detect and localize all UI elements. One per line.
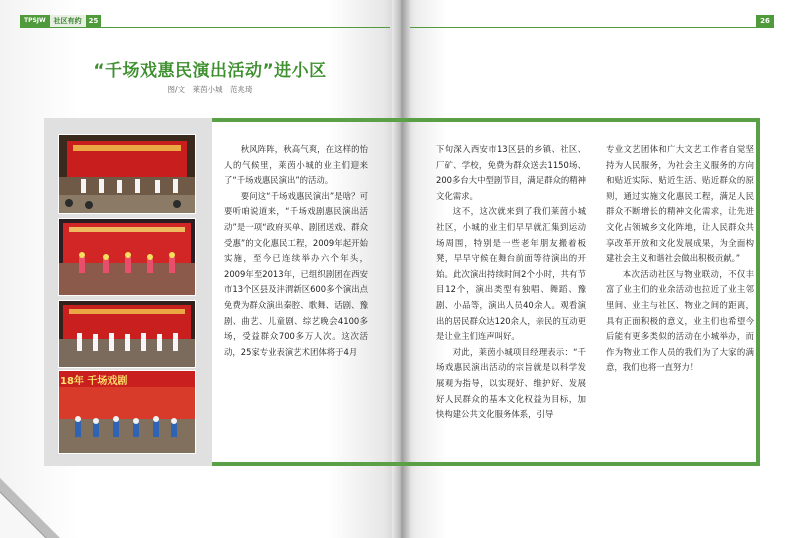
paragraph: 本次活动社区与物业联动，不仅丰富了业主们的业余活动也拉近了业主邻里间、业主与社区、物业之间的距离，具有正面积极的意义，业主们也希望今后能有更多类似的活动在小城举办，而作为物业工作人员的我们为了大家的满意，我们也将一直努力！ (606, 268, 754, 373)
right-header-rule (410, 27, 774, 28)
left-page-number: 25 (86, 15, 102, 27)
left-page-header (20, 15, 101, 27)
photo-banner-text: 18年 千场戏剧 (60, 376, 128, 387)
paragraph: 秋风阵阵，秋高气爽，在这样的怡人的气候里，莱茵小城的业主们迎来了“千场戏惠民演出”的活动。 (224, 144, 368, 186)
left-header-rule (20, 27, 390, 28)
paragraph: 专业文艺团体和广大文艺工作者自觉坚持为人民服务，为社会主义服务的方向和贴近实际、贴近生活、贴近群众的原则，通过实施文化惠民工程，满足人民群众不断增长的精神文化需求，让先进文化占领城乡文化阵地，让人民群众共享改革开放和文化发展成果，为全面构建社会主义和谐社会做出积极贡献。” (606, 144, 754, 264)
magazine-logo: TPSJW (20, 15, 50, 27)
right-page-number: 26 (756, 15, 774, 27)
text-column-1 (224, 142, 368, 360)
article-byline: 图/文 莱茵小城 范兆琦 (167, 85, 253, 94)
article-title: “千场戏惠民演出活动”进小区 (93, 61, 327, 81)
paragraph: 下旬深入西安市13区县的乡镇、社区、厂矿、学校，免费为群众送去1150场、200多台大中型剧节目，满足群众的精神文化需求。 (436, 144, 586, 201)
paragraph: 这不，这次就来到了我们莱茵小城社区，小城的业主们早早就汇集到运动场周围，特别是一些老年朋友搬着板凳，早早守候在舞台前面等待演出的开始。此次演出持续时间2个小时，共有节目12个，演出类型有独唱、舞蹈、豫剧、小品等，演出人员40余人。观看演出的居民群众达120余人，亲民的互动更是让业主们连声叫好。 (436, 206, 586, 342)
paragraph: 要问这“千场戏惠民演出”是啥？可要听咱说道来，“千场戏剧惠民演出活动”是一项“政府买单、剧团送戏、群众受惠”的文化惠民工程，2009年起开始实施，至今已连续举办六个年头，2009年至2013年，已组织剧团在西安市13个区县及沣渭新区600多个演出点免费为群众演出秦腔、歌舞、话剧、豫剧、曲艺、儿童剧、综艺晚会4100多场，受益群众700多万人次。这次活动，25家专业表演艺术团体将于4月 (224, 190, 368, 357)
paragraph: 对此，莱茵小城项目经理表示：“千场戏惠民演出活动的宗旨就是以科学发展观为指导，以实现好、维护好、发展好人民群众的基本文化权益为目标，加快构建公共文化服务体系，引导 (436, 346, 586, 420)
section-label: 社区有约 (50, 15, 86, 27)
page-curl-icon (0, 478, 60, 538)
event-photo-3 (58, 300, 196, 368)
text-column-2 (436, 142, 586, 423)
text-column-3 (606, 142, 754, 376)
event-photo-2 (58, 218, 196, 296)
event-photo-1 (58, 134, 196, 214)
